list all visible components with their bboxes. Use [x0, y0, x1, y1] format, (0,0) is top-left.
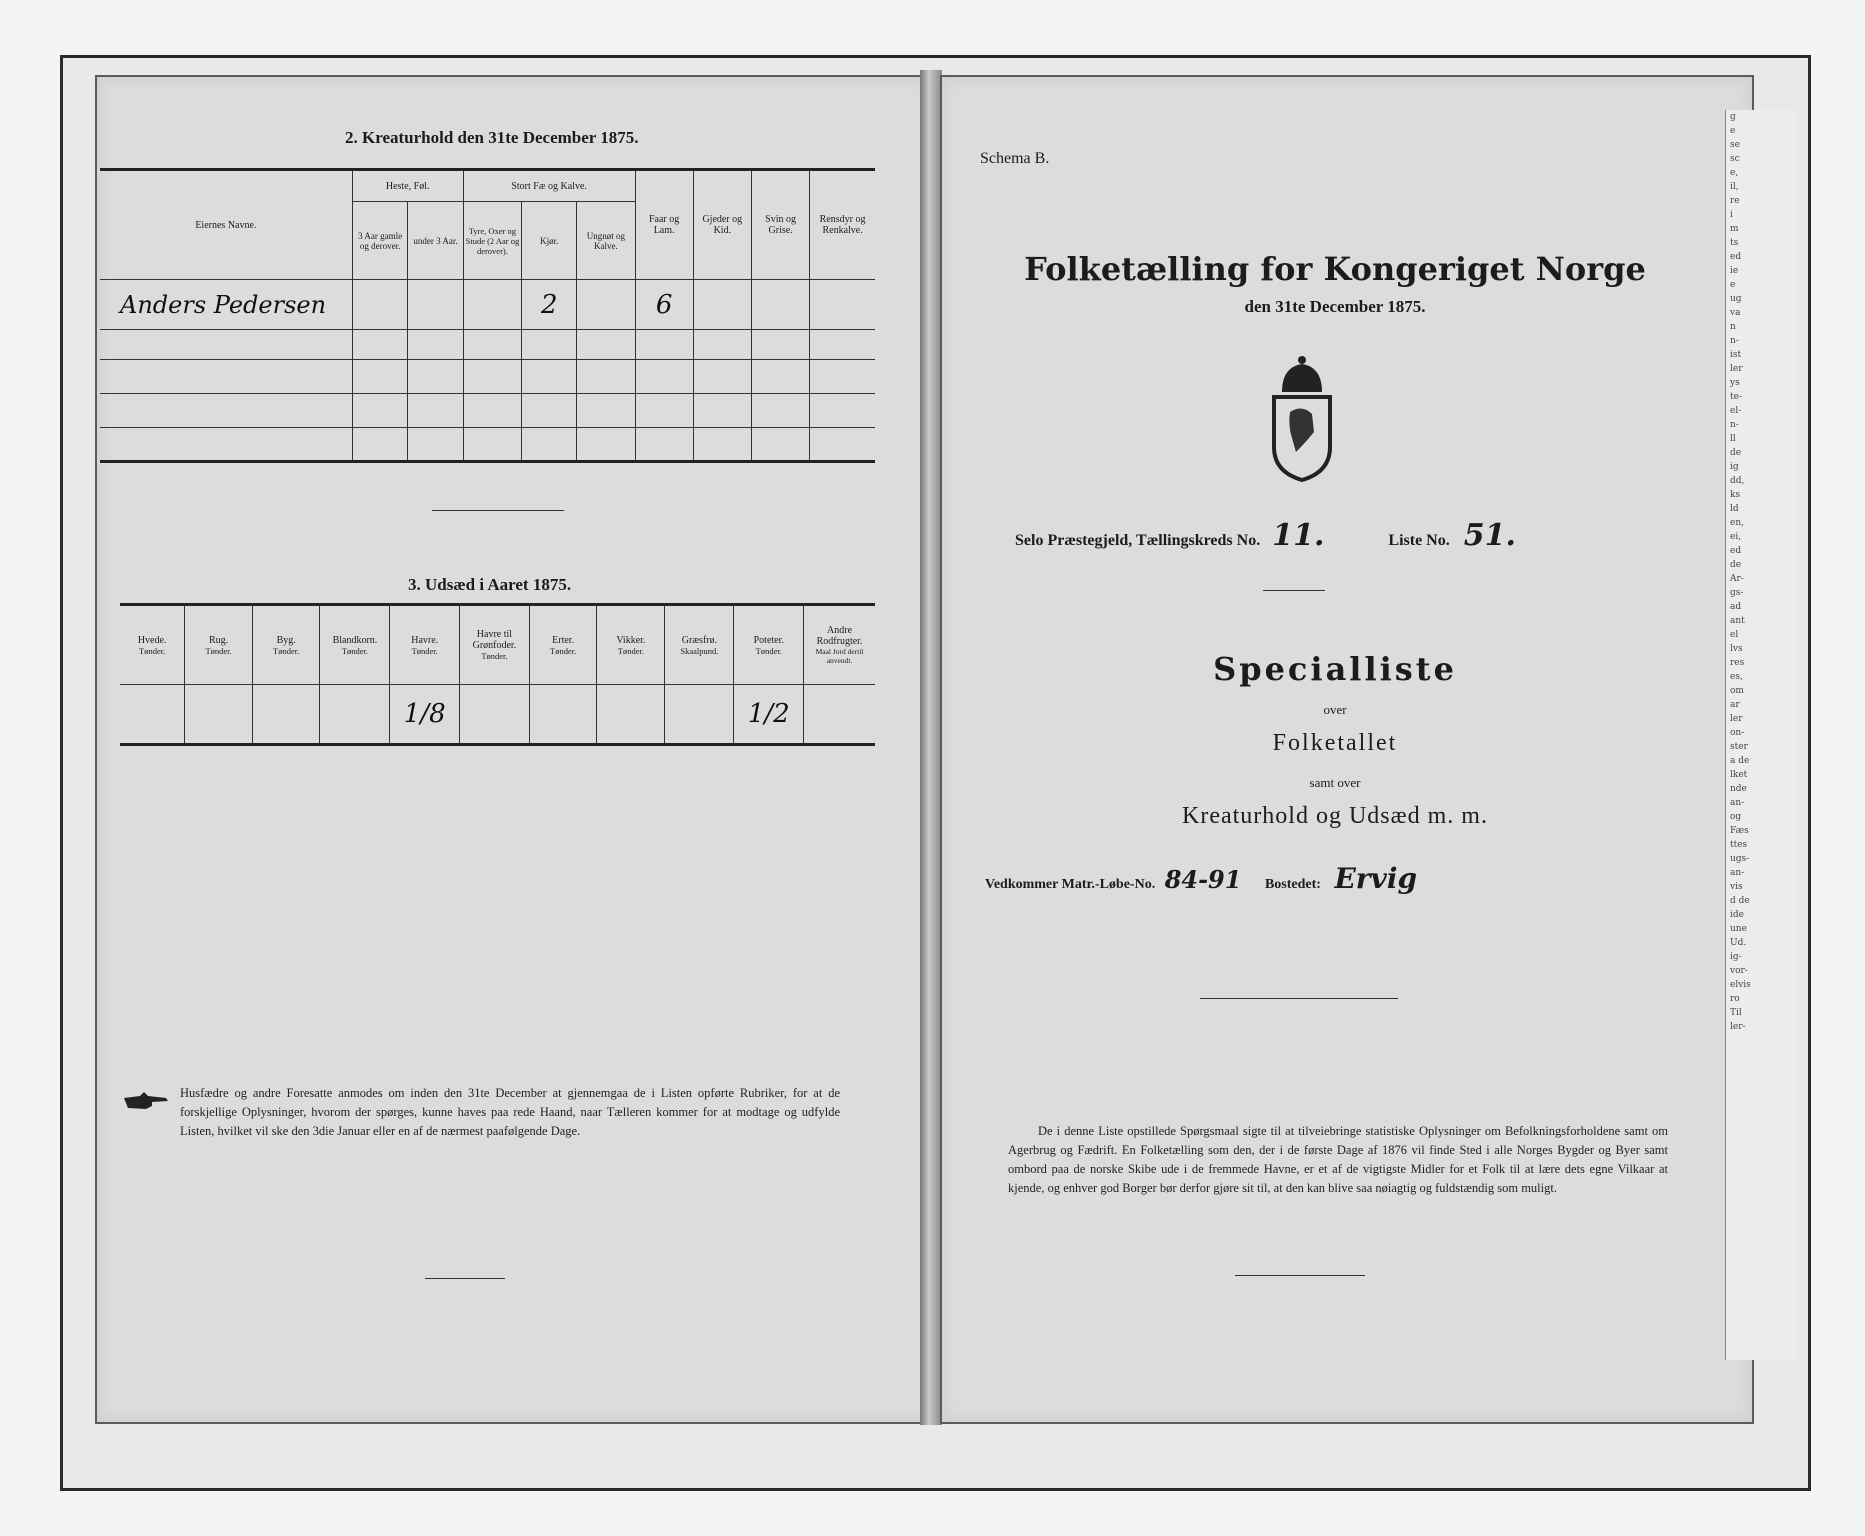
strip-word: a de	[1730, 756, 1750, 766]
strip-word: ts	[1730, 238, 1739, 248]
table-row	[100, 330, 875, 360]
district-number: 11.	[1272, 518, 1325, 553]
strip-word: d de	[1730, 896, 1750, 906]
seed-col-unit: Tønder.	[205, 645, 232, 656]
strip-word: Ud.	[1730, 938, 1747, 948]
strip-word: an-	[1730, 798, 1745, 808]
strip-word: ed	[1730, 252, 1742, 262]
col-owner-name: Eiernes Navne.	[100, 170, 352, 280]
col-goats: Gjeder og Kid.	[693, 170, 751, 280]
left-notice: Husfædre og andre Foresatte anmodes om inden den 31te December at gjennemgaa de i Listen opførte Rubriker, for at de forskjellige Oplysninger, hvorom der spørges, kunne haves paa rede Haand, naar Tælleren kommer for at modtage og udfylde Listen, hvilket vil ske den 3die Januar eller en af de nærmest paafølgende Dage.	[180, 1086, 840, 1138]
col-reindeer: Rensdyr og Renkalve.	[810, 170, 875, 280]
matr-number: 84-91	[1164, 865, 1242, 894]
strip-word: vis	[1730, 882, 1743, 892]
strip-word: m	[1730, 224, 1739, 234]
strip-word: Fæs	[1730, 826, 1749, 836]
strip-word: ad	[1730, 602, 1742, 612]
kreaturhold-label: Kreaturhold og Udsæd m. m.	[1182, 803, 1488, 829]
strip-word: il,	[1730, 182, 1739, 192]
seed-col-unit: Tønder.	[341, 645, 369, 656]
strip-word: ugs-	[1730, 854, 1750, 864]
seed-col-unit: Tønder.	[755, 645, 782, 656]
strip-word: og	[1730, 812, 1742, 822]
col-cows: Kjør.	[522, 202, 577, 280]
strip-word: Ar-	[1730, 574, 1744, 584]
strip-word: ist	[1730, 350, 1742, 360]
strip-word: de	[1730, 560, 1742, 570]
strip-word: i	[1730, 210, 1733, 220]
col-bulls: Tyre, Oxer og Stude (2 Aar og derover).	[463, 202, 522, 280]
folketallet-label: Folketallet	[1272, 730, 1398, 756]
strip-word: on-	[1730, 728, 1745, 738]
strip-word: ed	[1730, 546, 1742, 556]
strip-word: dd,	[1730, 476, 1745, 486]
cows-count: 2	[540, 289, 558, 320]
strip-word: el-	[1730, 406, 1742, 416]
strip-word: ro	[1730, 994, 1740, 1004]
strip-word: ar	[1730, 700, 1740, 710]
bosted-label: Bostedet:	[1264, 877, 1321, 892]
strip-word: ler	[1730, 714, 1743, 724]
census-title: Folketælling for Kongeriget Norge	[1024, 250, 1646, 288]
divider	[432, 510, 564, 511]
strip-word: lket	[1730, 770, 1748, 780]
strip-word: ig	[1730, 462, 1739, 472]
strip-word: ster	[1730, 742, 1748, 752]
table-row	[120, 685, 875, 745]
strip-word: ig-	[1730, 952, 1742, 962]
seed-col-unit: Skaalpund.	[680, 645, 719, 656]
seed-col-header: Vikker.	[616, 634, 646, 646]
divider	[1263, 590, 1325, 591]
divider	[1200, 998, 1398, 999]
strip-word: va	[1730, 308, 1741, 318]
table-row	[100, 280, 875, 330]
strip-word: res	[1730, 658, 1745, 668]
strip-word: une	[1730, 924, 1747, 934]
strip-word: gs-	[1730, 588, 1744, 598]
strip-word: ei,	[1730, 532, 1742, 542]
matr-label: Vedkommer Matr.-Løbe-No.	[985, 877, 1156, 892]
oats-value: 1/8	[403, 699, 446, 729]
seed-col-header: Havre til Grønfoder.	[472, 629, 517, 651]
col-sheep: Faar og Lam.	[635, 170, 693, 280]
strip-word: om	[1730, 686, 1744, 696]
strip-word: ll	[1730, 434, 1736, 444]
strip-word: se	[1730, 140, 1740, 150]
owner-name-entry: Anders Pedersen	[120, 290, 327, 319]
strip-word: Til	[1730, 1008, 1742, 1018]
section3-title: 3. Udsæd i Aaret 1875.	[408, 575, 572, 594]
book-spine	[920, 70, 942, 1425]
pointing-hand-icon	[122, 1090, 170, 1112]
col-pigs: Svin og Grise.	[752, 170, 810, 280]
strip-word: nde	[1730, 784, 1747, 794]
census-date: den 31te December 1875.	[1244, 297, 1426, 316]
section2-title: 2. Kreaturhold den 31te December 1875.	[345, 128, 639, 147]
strip-word: an-	[1730, 868, 1745, 878]
district-prefix: Selo Præstegjeld, Tællingskreds No.	[1015, 532, 1261, 549]
strip-word: e	[1730, 126, 1736, 136]
seed-col-unit: Tønder.	[550, 645, 577, 656]
strip-word: lvs	[1730, 644, 1743, 654]
adjacent-page-strip	[1725, 110, 1796, 1360]
district-line	[1015, 518, 1516, 553]
seed-col-header: Poteter.	[753, 634, 784, 646]
strip-word: n-	[1730, 336, 1739, 346]
seed-col-header: Rug.	[208, 634, 229, 646]
strip-word: ie	[1730, 266, 1739, 276]
strip-word: vor-	[1730, 966, 1748, 976]
strip-word: n	[1730, 322, 1736, 332]
list-label: Liste No.	[1388, 532, 1450, 549]
seed-col-unit: Tønder.	[411, 645, 438, 656]
strip-word: ld	[1730, 504, 1739, 514]
strip-word: g	[1730, 112, 1736, 122]
strip-word: ant	[1730, 616, 1745, 626]
seed-col-header: Erter.	[552, 634, 575, 646]
col-cattle: Stort Fæ og Kalve.	[463, 170, 635, 202]
strip-word: elvis	[1730, 980, 1751, 990]
strip-word: de	[1730, 448, 1742, 458]
col-horses-old: 3 Aar gamle og derover.	[352, 202, 408, 280]
schema-label: Schema B.	[980, 150, 1050, 167]
over-label: over	[1323, 702, 1347, 717]
special-title: Specialliste	[1213, 650, 1457, 688]
strip-word: n-	[1730, 420, 1739, 430]
seed-col-header: Havre.	[411, 634, 439, 646]
col-young-cattle: Ungnøt og Kalve.	[577, 202, 635, 280]
strip-word: ys	[1730, 378, 1740, 388]
strip-word: e,	[1730, 168, 1739, 178]
sheep-count: 6	[655, 289, 673, 320]
seed-col-unit: Tønder.	[139, 645, 166, 656]
list-number: 51.	[1463, 518, 1516, 553]
strip-word: e	[1730, 280, 1736, 290]
seed-col-header: Byg.	[276, 634, 296, 646]
coat-of-arms-icon	[1262, 352, 1342, 482]
seed-col-header: Græsfrø.	[681, 634, 718, 646]
seed-col-unit: Tønder.	[273, 645, 300, 656]
seed-col-header: Blandkorn.	[332, 634, 378, 646]
potatoes-value: 1/2	[747, 699, 790, 729]
seed-col-unit: Tønder.	[481, 651, 508, 661]
col-horses: Heste, Føl.	[352, 170, 463, 202]
table-row	[100, 394, 875, 428]
matr-line	[985, 862, 1417, 895]
strip-word: ug	[1730, 294, 1742, 304]
seed-table	[120, 603, 875, 746]
divider	[1235, 1275, 1365, 1276]
samt-over-label: samt over	[1309, 775, 1361, 790]
strip-word: ler-	[1730, 1022, 1746, 1032]
strip-word: es,	[1730, 672, 1743, 682]
strip-word: ide	[1730, 910, 1744, 920]
strip-word: ler	[1730, 364, 1743, 374]
strip-word: ttes	[1730, 840, 1748, 850]
livestock-table	[100, 168, 875, 463]
strip-word: te-	[1730, 392, 1742, 402]
seed-col-header: Andre Rodfrugter.	[816, 625, 863, 647]
right-notice: De i denne Liste opstillede Spørgsmaal sigte til at tilveiebringe statistiske Oplysninger om Befolkningsforholdene samt om Agerbrug og Fædrift. En Folketælling som den, der i de første Dage af 1876 vil finde Sted i alle Norges Bygder og Byer samt ombord paa de norske Skibe ude i de fremmede Havne, er et af de vigtigste Midler for et Folk til at lære dets egne Vilkaar at kjende, og enhver god Borger bør derfor gjøre sit til, at den kan blive saa nøiagtig og fuldstændig som muligt.	[1008, 1124, 1668, 1195]
col-horses-young: under 3 Aar.	[408, 202, 463, 280]
seed-col-unit: Maal Jord dertil anvendt.	[815, 647, 864, 665]
table-row	[100, 360, 875, 394]
bosted-value: Ervig	[1334, 862, 1418, 895]
strip-word: re	[1730, 196, 1740, 206]
table-row	[100, 428, 875, 462]
strip-word: en,	[1730, 518, 1744, 528]
seed-col-header: Hvede.	[137, 634, 167, 646]
strip-word: sc	[1730, 154, 1740, 164]
seed-col-unit: Tønder.	[617, 645, 644, 656]
strip-word: ks	[1730, 490, 1741, 500]
divider	[425, 1278, 505, 1279]
strip-word: el	[1730, 630, 1739, 640]
